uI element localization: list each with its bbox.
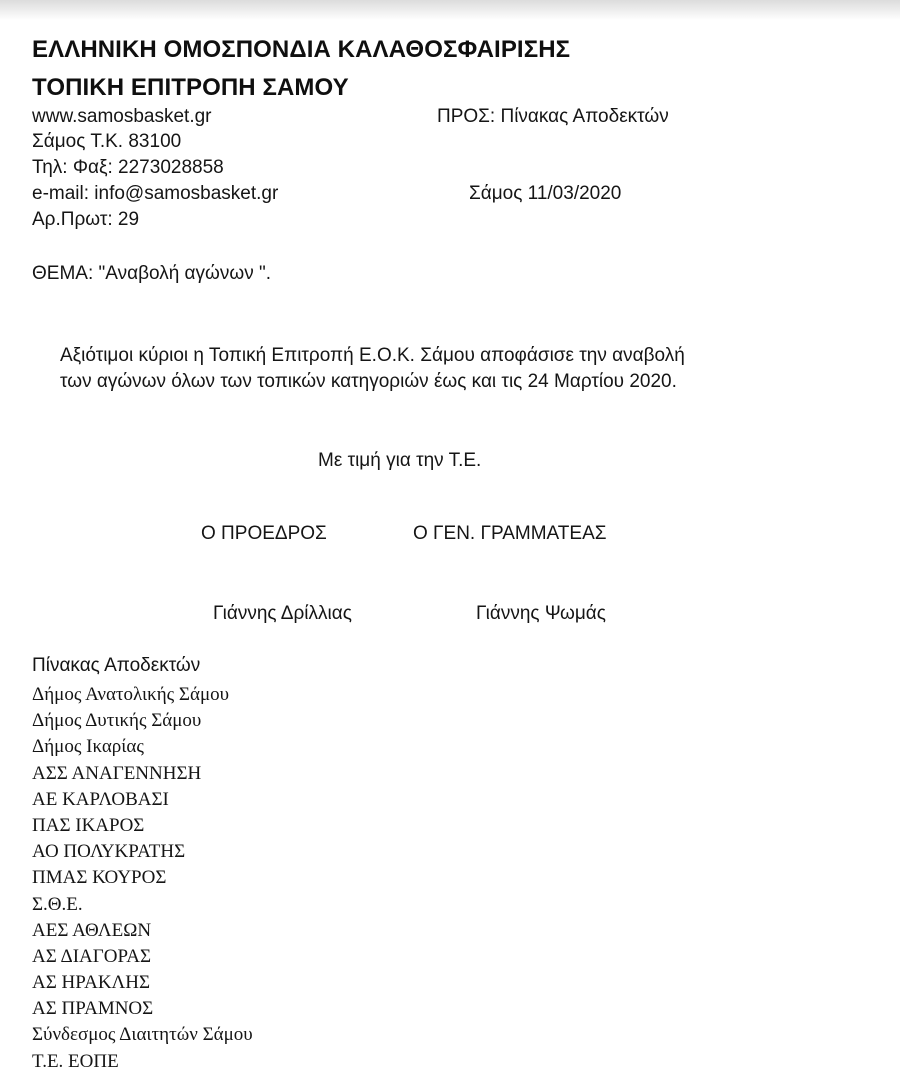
recipient-item: ΠΑΣ ΙΚΑΡΟΣ (32, 814, 145, 836)
body-line-2: των αγώνων όλων των τοπικών κατηγοριών έως και τις 24 Μαρτίου 2020. (60, 371, 677, 392)
recipient-item: Σύνδεσμος Διαιτητών Σάμου (32, 1024, 253, 1046)
phone-fax: Τηλ: Φαξ: 2273028858 (32, 157, 224, 178)
president-name: Γιάννης Δρίλλιας (213, 603, 352, 624)
recipient-item: ΑΕ ΚΑΡΛΟΒΑΣΙ (32, 788, 169, 810)
recipient-item: ΑΣ ΠΡΑΜΝΟΣ (32, 998, 154, 1020)
recipient-item: Δήμος Ανατολικής Σάμου (32, 684, 230, 705)
org-name: ΕΛΛΗΝΙΚΗ ΟΜΟΣΠΟΝΔΙΑ ΚΑΛΑΘΟΣΦΑΙΡΙΣΗΣ (32, 36, 571, 63)
recipient-item: Δήμος Δυτικής Σάμου (32, 710, 202, 732)
recipient-item: ΑΟ ΠΟΛΥΚΡΑΤΗΣ (32, 841, 186, 863)
committee-name: ΤΟΠΙΚΗ ΕΠΙΤΡΟΠΗ ΣΑΜΟΥ (32, 74, 349, 101)
secretary-title: Ο ΓΕΝ. ΓΡΑΜΜΑΤΕΑΣ (413, 523, 607, 544)
website-link[interactable]: www.samosbasket.gr (32, 106, 212, 127)
subject-line: ΘΕΜΑ: "Αναβολή αγώνων ". (32, 263, 272, 284)
recipients-list-section (32, 657, 253, 1075)
recipient-item: Τ.Ε. ΕΟΠΕ (32, 1050, 119, 1072)
recipient-item: ΑΣ ΗΡΑΚΛΗΣ (32, 972, 151, 994)
email-address[interactable]: e-mail: info@samosbasket.gr (32, 183, 279, 204)
recipient-item: Σ.Θ.Ε. (32, 893, 83, 915)
recipients-list (32, 682, 253, 1075)
postal-address: Σάμος Τ.Κ. 83100 (32, 131, 182, 152)
protocol-number: Αρ.Πρωτ: 29 (32, 209, 140, 230)
recipient-item: ΑΣ ΔΙΑΓΟΡΑΣ (32, 945, 152, 967)
body-line-1: Αξιότιμοι κύριοι η Τοπική Επιτροπή Ε.Ο.Κ. Σάμου αποφάσισε την αναβολή (60, 345, 685, 366)
recipient-item: ΑΕΣ ΑΘΛΕΩΝ (32, 919, 152, 941)
recipient-item: ΠΜΑΣ ΚΟΥΡΟΣ (32, 867, 167, 889)
secretary-name: Γιάννης Ψωμάς (476, 603, 606, 624)
recipient-to: ΠΡΟΣ: Πίνακας Αποδεκτών (437, 106, 669, 127)
recipients-title: Πίνακας Αποδεκτών (32, 655, 201, 676)
letter-date: Σάμος 11/03/2020 (469, 183, 622, 204)
closing-phrase: Με τιμή για την Τ.Ε. (318, 450, 482, 471)
president-title: Ο ΠΡΟΕΔΡΟΣ (201, 523, 327, 544)
recipient-item: ΑΣΣ ΑΝΑΓΕΝΝΗΣΗ (32, 762, 202, 784)
recipient-item: Δήμος Ικαρίας (32, 736, 144, 758)
